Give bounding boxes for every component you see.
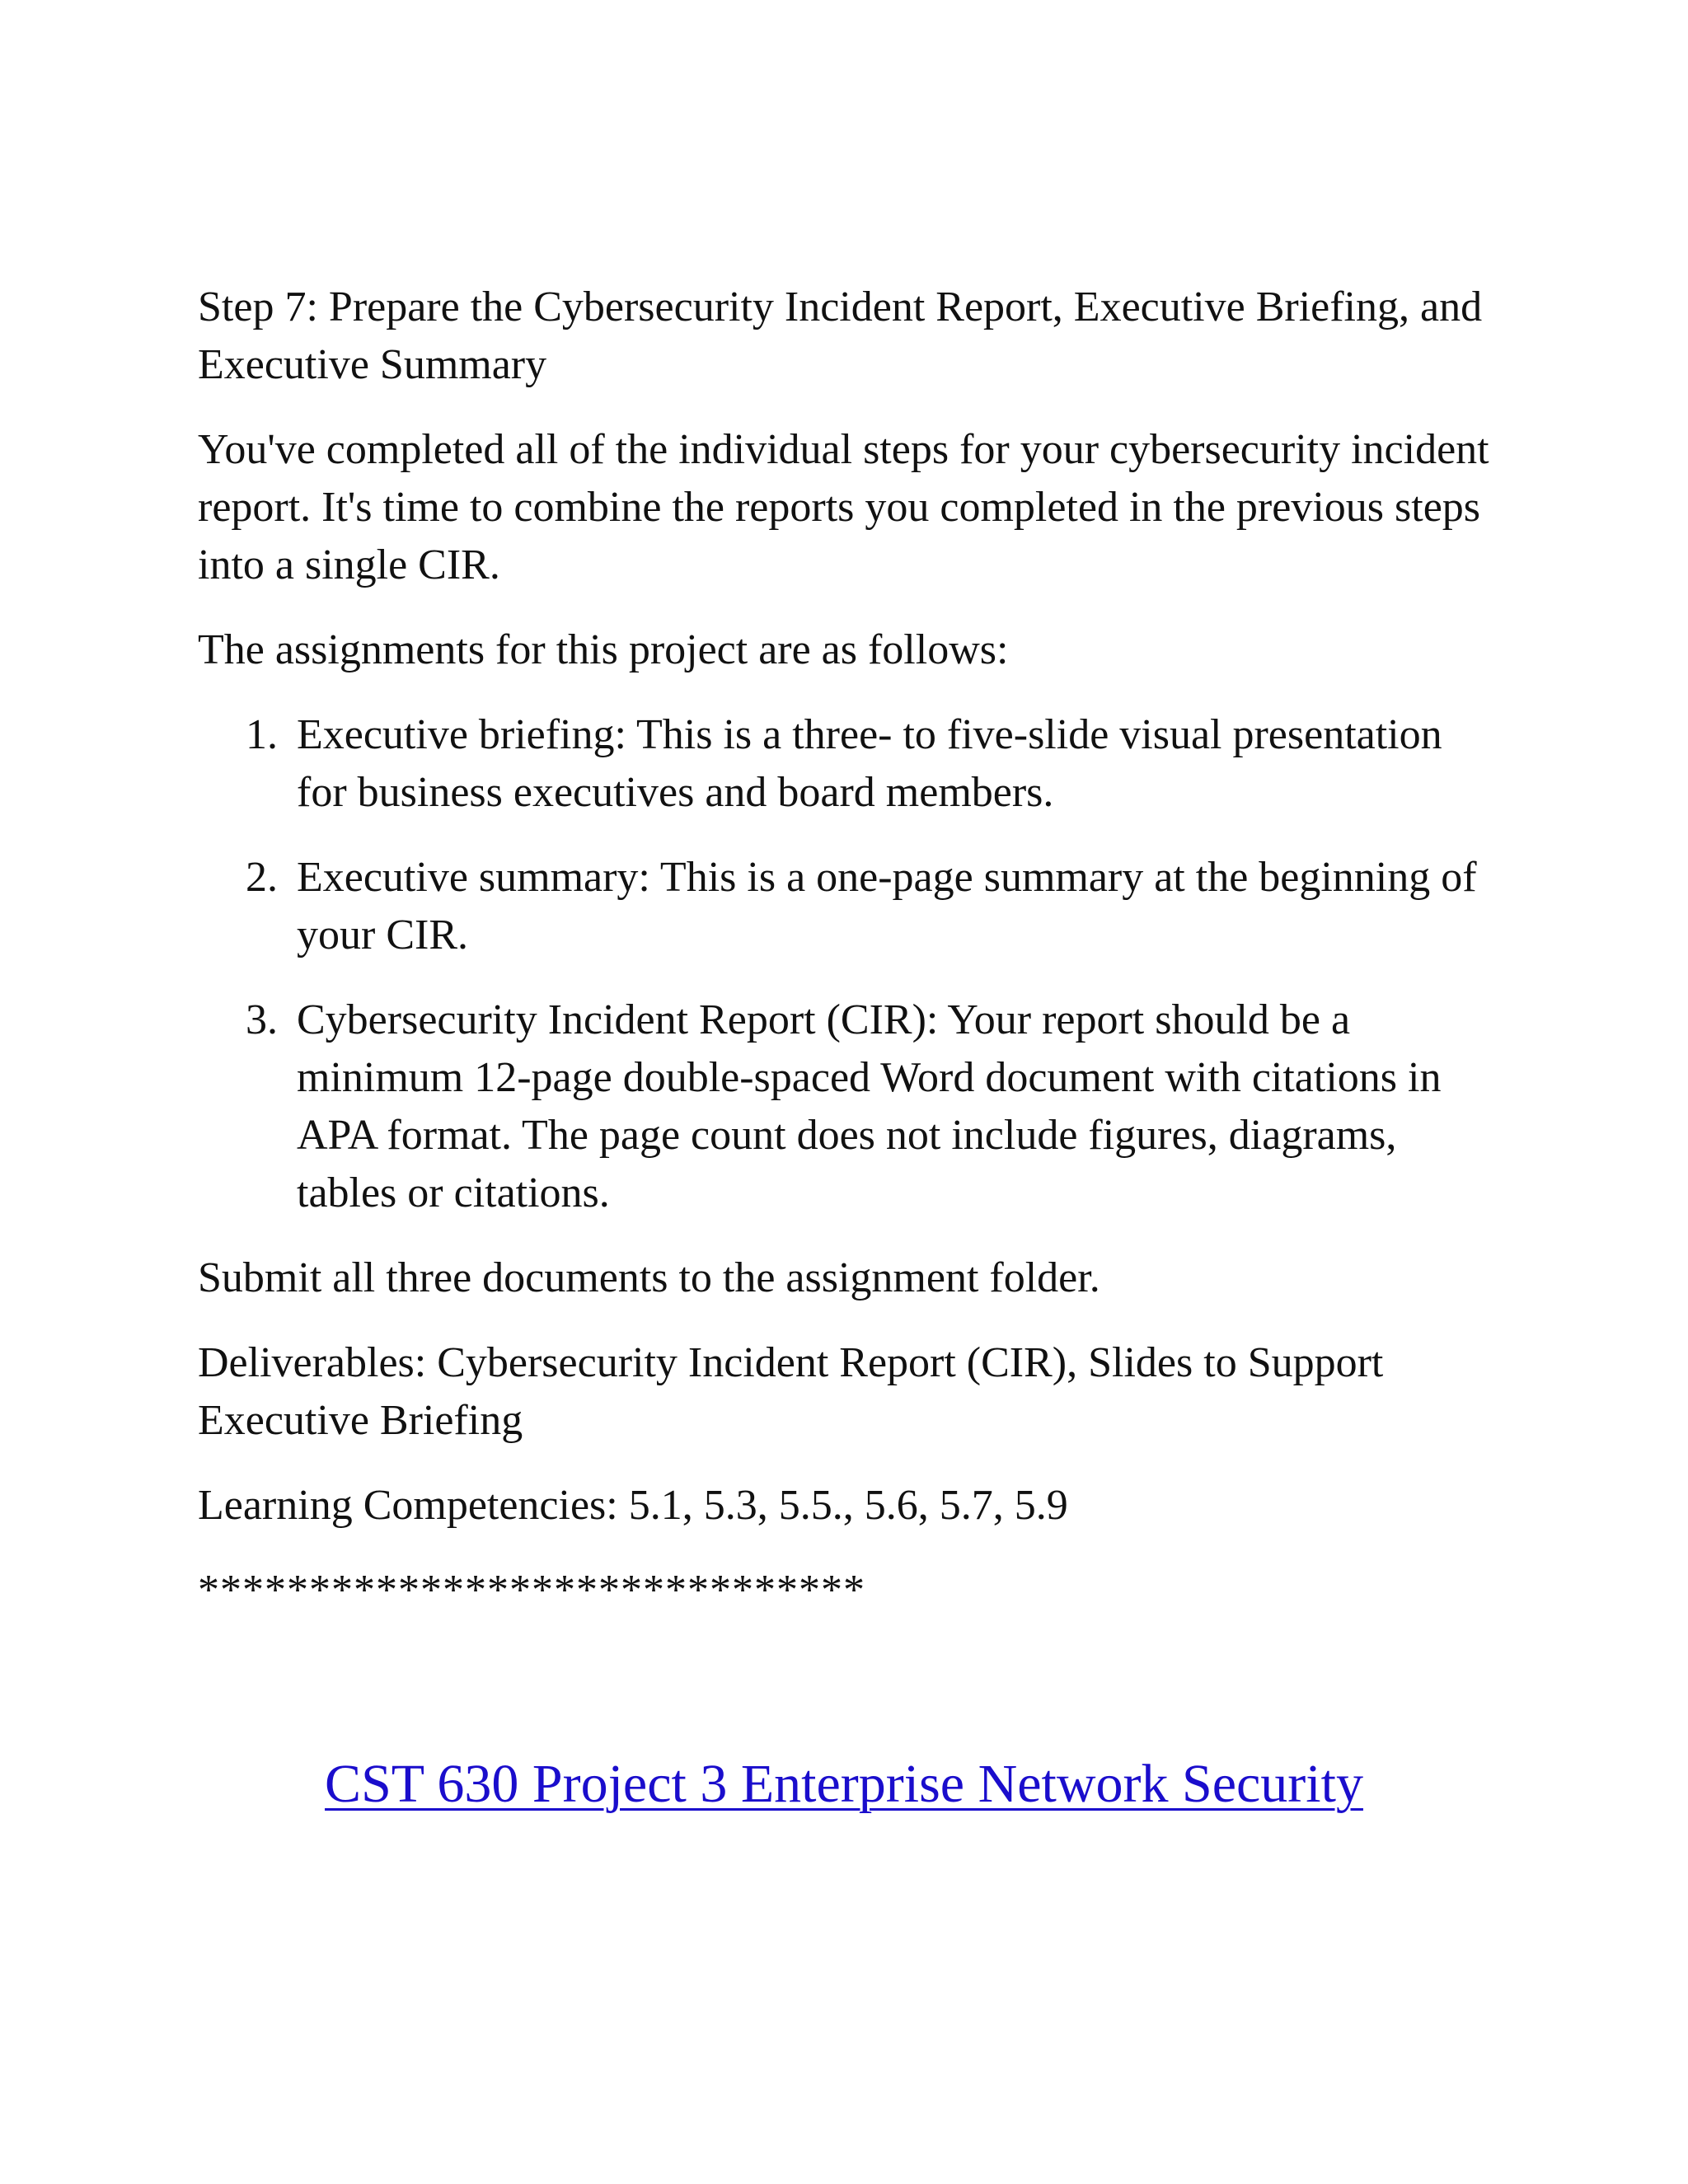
list-item xyxy=(198,706,1500,822)
separator-stars: ****************************** xyxy=(198,1567,865,1614)
list-item xyxy=(198,991,1500,1222)
intro-paragraph: You've completed all of the individual steps for your cybersecurity incident report. It's time to combine the reports you completed in the previous steps into a single CIR. xyxy=(198,426,1489,588)
submit-note: Submit all three documents to the assignment folder. xyxy=(198,1254,1100,1301)
list-item-text: Executive briefing: This is a three- to five-slide visual presentation for business executives and board members. xyxy=(297,711,1442,816)
deliverables-text: Deliverables: Cybersecurity Incident Report (CIR), Slides to Support Executive Briefing xyxy=(198,1339,1384,1444)
list-item-number: 3. xyxy=(246,996,278,1043)
assignments-heading: The assignments for this project are as follows: xyxy=(198,626,1009,673)
assignments-list xyxy=(198,706,1500,1222)
list-item-text: Cybersecurity Incident Report (CIR): Your report should be a minimum 12-page double-spaced Word document with citations in APA format. The page count does not include figures, diagrams, tables or citations. xyxy=(297,996,1442,1216)
project-link[interactable]: CST 630 Project 3 Enterprise Network Security xyxy=(325,1754,1363,1814)
footer-link-container xyxy=(0,1747,1688,1821)
list-item-number: 1. xyxy=(246,711,278,758)
list-item-number: 2. xyxy=(246,854,278,901)
list-item-text: Executive summary: This is a one-page summary at the beginning of your CIR. xyxy=(297,854,1477,958)
step-title: Step 7: Prepare the Cybersecurity Incident Report, Executive Briefing, and Executive Summary xyxy=(198,284,1483,388)
document-body xyxy=(198,279,1500,1619)
competencies-text: Learning Competencies: 5.1, 5.3, 5.5., 5.6, 5.7, 5.9 xyxy=(198,1482,1068,1529)
list-item xyxy=(198,849,1500,964)
